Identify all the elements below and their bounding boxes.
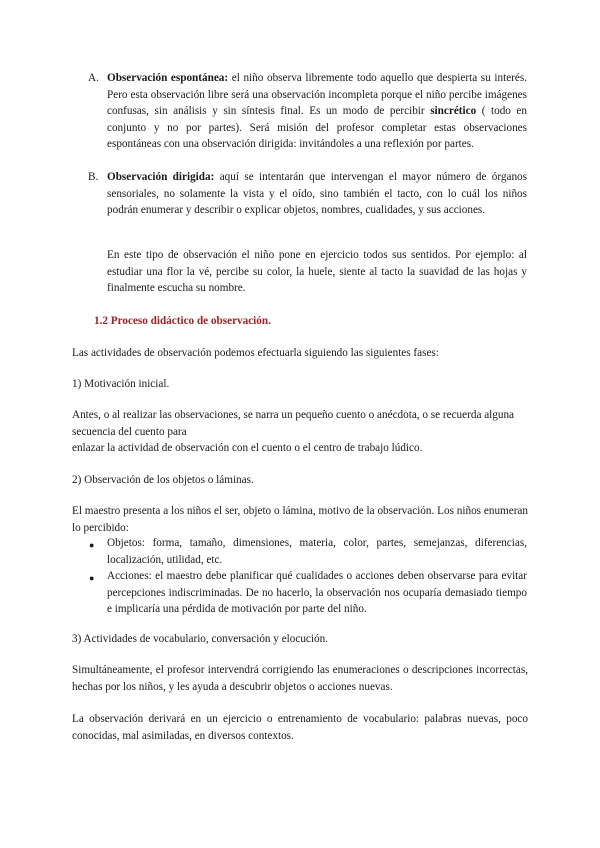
list-item-b	[107, 169, 527, 219]
list-item-a-bold: sincrético	[430, 105, 477, 118]
list-item-a-title: Observación espontánea:	[107, 72, 229, 84]
phase2-bullet-acciones: Acciones: el maestro debe planificar qué cualidades o acciones deben observarse para evitar percepciones indiscriminadas. De no hacerlo, la observación nos ocuparía demasiado tiempo e implicaría una pérdida de motivación por parte del niño.	[107, 570, 527, 616]
indented-paragraph: En este tipo de observación el niño pone en ejercicio todos sus sentidos. Por ejemplo: al estudiar una flor la vé, percibe su color, la huele, siente al tacto la suavidad de las hojas y finalmente escucha su nombre.	[107, 249, 527, 295]
list-marker-a: A.	[88, 72, 99, 84]
list-item-a	[107, 70, 527, 153]
list-item-a-text1: el niño observa libremente todo aquello que despierta su interés. Pero esta observación libre será una observación incompleta porque el niño percibe imágenes confusas, sin análisis y sin síntesis final. Es un modo de percibir	[107, 72, 527, 118]
phase1-title: 1) Motivación inicial.	[72, 378, 170, 390]
list-item-a-text2: ( todo en conjunto y no por partes). Será misión del profesor completar estas observaciones espontáneas con una observación dirigida: invitándoles a una reflexión por partes.	[107, 105, 527, 151]
phase2-text: El maestro presenta a los niños el ser, objeto o lámina, motivo de la observación. Los niños enumeran lo percibido:	[72, 505, 528, 534]
phase2-bullet-objetos: Objetos: forma, tamaño, dimensiones, materia, color, partes, semejanzas, diferencias, localización, utilidad, etc.	[107, 537, 527, 566]
list-marker-b: B.	[88, 171, 99, 183]
list-item-b-text1: aquí se intentarán que intervengan el mayor número de órganos sensoriales, no solamente la vista y el oído, sino también el tacto, con lo cuál los niños podrán enumerar y describir o explicar objetos, nombres, cualidades, y sus acciones.	[107, 171, 528, 217]
intro-paragraph: Las actividades de observación podemos efectuarla siguiendo las siguientes fases:	[72, 347, 439, 359]
list-item-b-title: Observación dirigida:	[107, 171, 215, 183]
phase2-title: 2) Observación de los objetos o láminas.	[72, 474, 254, 486]
bullet-dot-icon: ●	[89, 573, 95, 583]
phase3-text-b: La observación derivará en un ejercicio o entrenamiento de vocabulario: palabras nuevas, poco conocidas, mal asimiladas, en diversos contextos.	[72, 713, 528, 742]
bullet-dot-icon: ●	[89, 540, 95, 550]
phase1-text-b: enlazar la actividad de observación con el cuento o el centro de trabajo lúdico.	[72, 442, 423, 454]
phase1-text-a: Antes, o al realizar las observaciones, se narra un pequeño cuento o anécdota, o se recuerda alguna secuencia del cuento para	[72, 409, 515, 438]
phase3-text-a: Simultáneamente, el profesor intervendrá corrigiendo las enumeraciones o descripciones incorrectas, hechas por los niños, y les ayuda a descubrir objetos o acciones nuevas.	[72, 664, 528, 693]
phase3-title: 3) Actividades de vocabulario, conversación y elocución.	[72, 633, 328, 645]
section-heading: 1.2 Proceso didáctico de observación.	[94, 315, 271, 327]
